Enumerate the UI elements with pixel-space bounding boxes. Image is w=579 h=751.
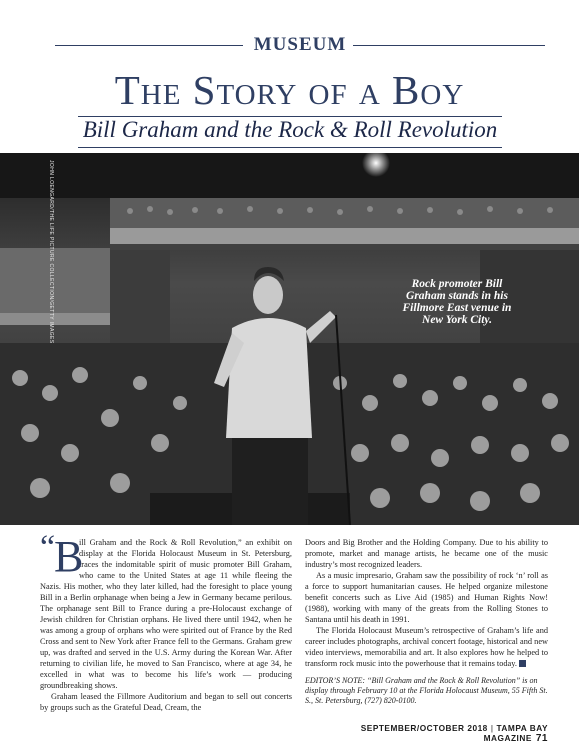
open-quote-glyph: “ (40, 529, 56, 566)
paragraph: Doors and Big Brother and the Holding Company. Due to his ability to promote, market and manage artists, he became one of the music industry’s most recognized leaders. (305, 538, 548, 569)
magazine-name: TAMPA BAY MAGAZINE (483, 723, 548, 743)
paragraph-text: The Florida Holocaust Museum’s retrospective of Graham’s life and career includes photographs, archival concert footage, historical and new video interviews, memorabilia and art. It also explores how he helped to transform rock music into the powerhouse that it remains today. (305, 626, 548, 668)
end-mark-icon (519, 660, 526, 667)
photo-credit: JOHN LOENGARD/THE LIFE PICTURE COLLECTION/GETTY IMAGES (48, 160, 54, 344)
drop-cap (40, 529, 84, 581)
section-rule-right (353, 45, 545, 46)
subtitle-block (78, 114, 502, 148)
article-title: The Story of a Boy (114, 67, 465, 113)
paragraph-last (305, 625, 548, 669)
paragraph: Graham leased the Fillmore Auditorium and began to sell out concerts by groups such as the Grateful Dead, Cream, the (40, 692, 292, 712)
article-subtitle: Bill Graham and the Rock & Roll Revolution (82, 117, 498, 142)
concert-photo (0, 153, 579, 525)
subtitle-rule-bottom (78, 147, 502, 148)
article-column-2 (305, 537, 548, 706)
photo-caption: Rock promoter Bill Graham stands in his Fillmore East venue in New York City. (402, 278, 512, 326)
section-label: MUSEUM (253, 34, 347, 55)
paragraph: ill Graham and the Rock & Roll Revolution,” an exhibit on display at the Florida Holocaust Museum in St. Petersburg, traces the indomitable spirit of music promoter Bill Graham, who came to the United States at age 11 while fleeing the Nazis. His mother, who they later killed, had the foresight to place young Bill in a Berlin orphanage when being a Jew in Germany became perilous. The orphanage sent Bill to France during a pre-Holocaust exchange of Jewish children for Christian orphans. He lived there until 1942, when he was among a group of orphans who were spirited out of France by the Red Cross and sent to New York after France fell to the Germans. Graham grew up, was drafted and served in the U.S. Army during the Korean War. After returning to civilian life, he moved to San Francisco, where at age 34, he excelled in what was to become his life’s work — producing groundbreaking shows. (40, 538, 292, 690)
concert-photo-illustration (0, 153, 579, 525)
issue-date: SEPTEMBER/OCTOBER 2018 (360, 723, 488, 733)
paragraph: As a music impresario, Graham saw the possibility of rock ‘n’ roll as a force to support humanitarian causes. He helped organize milestone benefit concerts such as Live Aid (1985) and Human Rights Now! (1988), working with many of the greats from the Rolling Stones to Santana until his death in 1991. (305, 571, 548, 624)
article-column-1 (40, 529, 292, 713)
section-header (55, 34, 545, 56)
page-number: 71 (535, 733, 548, 744)
footer-separator: | (490, 723, 494, 733)
drop-cap-letter: B (54, 532, 84, 581)
editor-note: EDITOR’S NOTE: “Bill Graham and the Rock & Roll Revolution” is on display through February 10 at the Florida Holocaust Museum, 55 Fifth St. S., St. Petersburg, (727) 820-0100. (305, 676, 548, 705)
page-footer (300, 723, 548, 744)
